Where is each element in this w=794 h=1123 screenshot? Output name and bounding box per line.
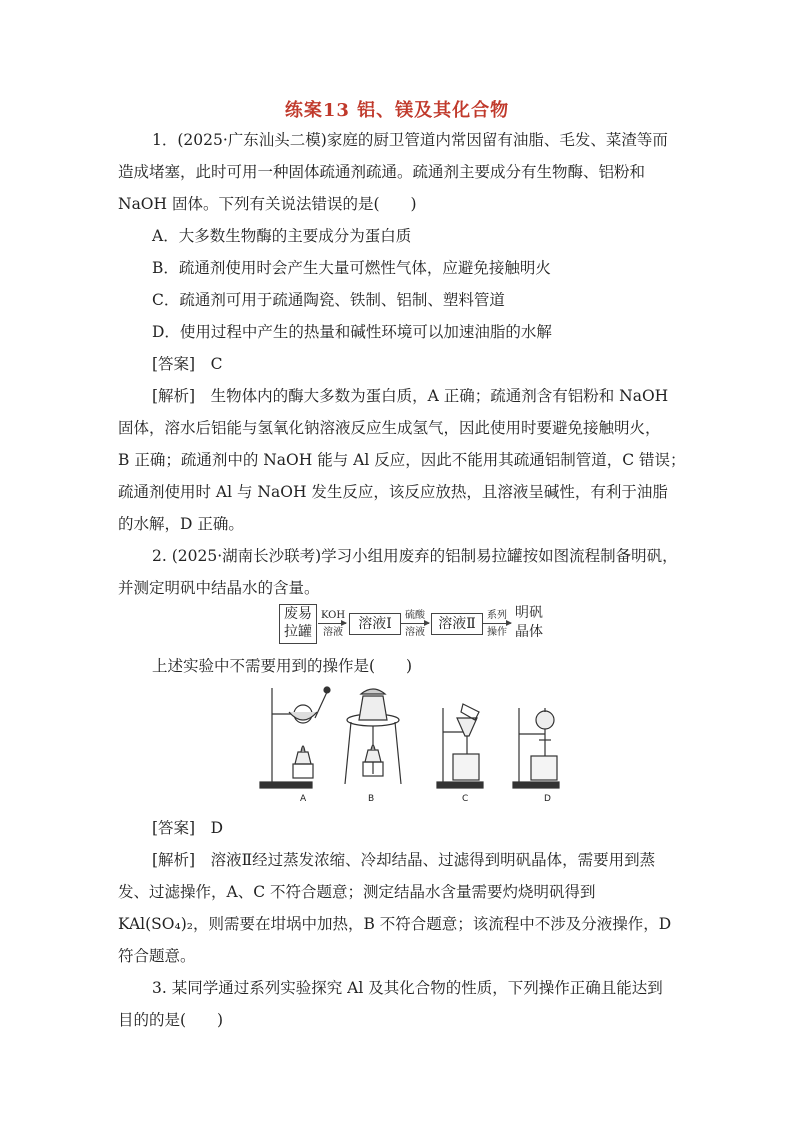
q1-option-b: B．疏通剂使用时会产生大量可燃性气体，应避免接触明火 bbox=[152, 259, 551, 277]
figure-label-a: A bbox=[300, 794, 307, 804]
q2-line-1: 2. (2025·湖南长沙联考)学习小组用废弃的铝制易拉罐按如图流程制备明矾， bbox=[152, 547, 678, 565]
flow-arrow-1 bbox=[318, 623, 346, 624]
flow-step1-reagent-state: 溶液 bbox=[323, 627, 343, 638]
flow-box-solution-2: 溶液Ⅱ bbox=[431, 613, 483, 635]
figure-label-b: B bbox=[368, 794, 375, 804]
flow-box-waste-can bbox=[279, 604, 317, 644]
q3-line-1: 3. 某同学通过系列实验探究 Al 及其化合物的性质，下列操作正确且能达到 bbox=[152, 979, 663, 997]
q2-answer: [答案] D bbox=[152, 819, 224, 837]
apparatus-figure bbox=[255, 678, 565, 808]
q2-analysis-2: 发、过滤操作，A、C 不符合题意；测定结晶水含量需要灼烧明矾得到 bbox=[118, 883, 596, 901]
flow-box-solution-1: 溶液Ⅰ bbox=[349, 613, 401, 635]
q1-option-d: D．使用过程中产生的热量和碱性环境可以加速油脂的水解 bbox=[152, 323, 552, 341]
apparatus-b-crucible bbox=[345, 689, 401, 784]
flow-arrow-2 bbox=[401, 623, 429, 624]
q2-analysis-4: 符合题意。 bbox=[118, 947, 196, 965]
q1-line-2: 造成堵塞，此时可用一种固体疏通剂疏通。疏通剂主要成分有生物酶、铝粉和 bbox=[118, 163, 646, 181]
flow-product-line-1: 明矾 bbox=[515, 605, 543, 621]
q1-line-3: NaOH 固体。下列有关说法错误的是( ) bbox=[118, 195, 417, 213]
flow-box-waste-can-line-1: 废易 bbox=[284, 606, 312, 622]
q1-analysis-3: B 正确；疏通剂中的 NaOH 能与 Al 反应，因此不能用其疏通铝制管道，C 错误； bbox=[118, 451, 686, 469]
page-title: 练案13 铝、镁及其化合物 bbox=[284, 100, 510, 121]
flow-step3-label-2: 操作 bbox=[487, 627, 507, 638]
q2-analysis-3: KAl(SO₄)₂，则需要在坩埚中加热，B 不符合题意；该流程中不涉及分液操作，D bbox=[118, 915, 672, 933]
apparatus-drawing bbox=[255, 678, 565, 808]
q1-analysis-4: 疏通剂使用时 Al 与 NaOH 发生反应，该反应放热，且溶液呈碱性，有利于油脂 bbox=[118, 483, 668, 501]
process-flow-diagram bbox=[279, 604, 559, 644]
flow-product-line-2: 晶体 bbox=[515, 624, 543, 640]
q1-answer: [答案] C bbox=[152, 355, 223, 373]
apparatus-a-evaporation bbox=[260, 687, 330, 788]
q1-option-c: C．疏通剂可用于疏通陶瓷、铁制、铝制、塑料管道 bbox=[152, 291, 505, 309]
q1-line-1: 1．(2025·广东汕头二模)家庭的厨卫管道内常因留有油脂、毛发、菜渣等而 bbox=[152, 131, 668, 149]
flow-arrow-3 bbox=[483, 623, 511, 624]
flow-box-waste-can-line-2: 拉罐 bbox=[284, 624, 312, 640]
figure-label-c: C bbox=[462, 794, 469, 804]
q2-question: 上述实验中不需要用到的操作是( ) bbox=[152, 657, 413, 675]
apparatus-c-filtration bbox=[437, 704, 483, 788]
q2-analysis-1: [解析] 溶液Ⅱ经过蒸发浓缩、冷却结晶、过滤得到明矾晶体，需要用到蒸 bbox=[152, 851, 656, 869]
q3-line-2: 目的的是( ) bbox=[118, 1011, 224, 1029]
q1-option-a: A．大多数生物酶的主要成分为蛋白质 bbox=[152, 227, 412, 245]
flow-step2-reagent: 硫酸 bbox=[405, 610, 425, 621]
q1-analysis-2: 固体，溶水后铝能与氢氧化钠溶液反应生成氢气，因此使用时要避免接触明火， bbox=[118, 419, 661, 437]
q1-analysis-5: 的水解，D 正确。 bbox=[118, 515, 244, 533]
flow-product bbox=[515, 604, 543, 642]
q2-line-2: 并测定明矾中结晶水的含量。 bbox=[118, 579, 320, 597]
figure-label-d: D bbox=[544, 794, 551, 804]
q1-analysis-1: [解析] 生物体内的酶大多数为蛋白质，A 正确；疏通剂含有铝粉和 NaOH bbox=[152, 387, 669, 405]
apparatus-d-separatory-funnel bbox=[513, 708, 559, 788]
flow-step3-label: 系列 bbox=[487, 610, 507, 621]
flow-step1-reagent: KOH bbox=[320, 610, 346, 621]
flow-step2-reagent-state: 溶液 bbox=[405, 627, 425, 638]
